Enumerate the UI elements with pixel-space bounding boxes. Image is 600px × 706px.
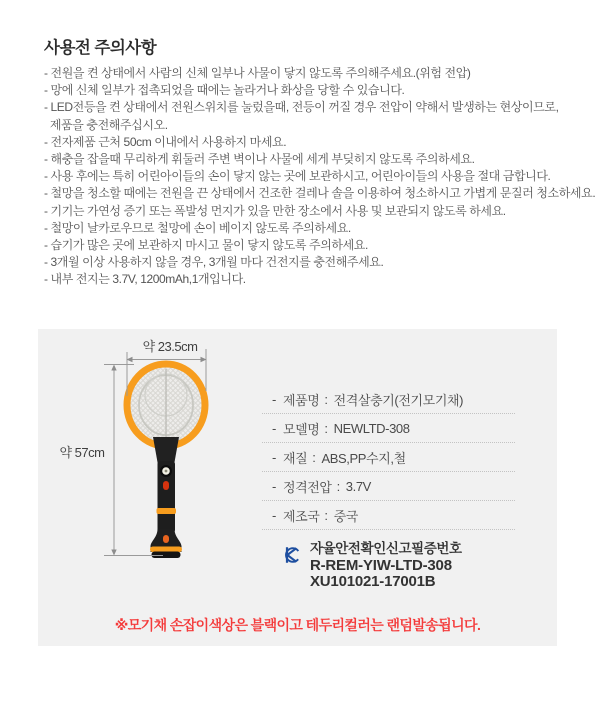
- spec-colon: :: [312, 449, 316, 465]
- precaution-item: - 사용 후에는 특히 어린아이들의 손이 닿지 않는 곳에 보관하시고, 어린아이들의 사용을 절대 금합니다.: [44, 169, 551, 184]
- precaution-item: - 철망을 청소할 때에는 전원을 끈 상태에서 건조한 걸레나 솔을 이용하여 청소하시고 가볍게 문질러 청소하세요.: [44, 186, 596, 201]
- precaution-item: - 전자제품 근처 50cm 이내에서 사용하지 마세요.: [44, 134, 287, 149]
- precaution-item: 제품을 충전해주십시오.: [44, 117, 168, 132]
- spec-bullet: -: [272, 449, 276, 465]
- spec-value: 3.7V: [345, 478, 371, 494]
- kc-title: 자율안전확인신고필증번호: [310, 541, 462, 556]
- spec-label: 제조국: [282, 508, 320, 524]
- precaution-item: - 전원을 켠 상태에서 사람의 신체 일부나 사물이 닿지 않도록 주의해주세요.(위험 전압): [44, 66, 471, 80]
- spec-bullet: -: [272, 391, 276, 407]
- precaution-item: - 해충을 잡을때 무리하게 휘둘러 주변 벽이나 사물에 세게 부딪히지 않도록 주의하세요.: [44, 152, 475, 167]
- product-figure: [58, 333, 268, 565]
- spec-label: 모델명: [282, 421, 320, 437]
- spec-bullet: -: [272, 420, 276, 436]
- base-orange-ring: [150, 547, 182, 553]
- kc-text-block: [310, 541, 462, 591]
- precautions-title: 사용전 주의사항: [44, 39, 157, 57]
- spec-row: [262, 443, 515, 472]
- precaution-item: - 철망이 날카로우므로 철망에 손이 베이지 않도록 주의하세요.: [44, 220, 351, 235]
- power-button: [163, 481, 169, 490]
- spec-row: [262, 414, 515, 443]
- precaution-item: - 습기가 많은 곳에 보관하지 마시고 물이 닿지 않도록 주의하세요.: [44, 238, 368, 253]
- spec-list: [262, 385, 515, 530]
- precaution-item: - LED전등을 켠 상태에서 전원스위치를 눌렀을때, 전등이 꺼질 경우 전압이 약해서 발생하는 현상이므로,: [44, 100, 559, 115]
- base-cap: [152, 552, 181, 559]
- spec-colon: :: [324, 507, 328, 523]
- shipping-notice: ※모기채 손잡이색상은 블랙이고 테두리컬러는 랜덤발송됩니다.: [114, 617, 481, 633]
- precaution-item: - 내부 전지는 3.7V, 1200mAh,1개입니다.: [44, 272, 246, 287]
- spec-bullet: -: [272, 507, 276, 523]
- kc-certification-icon: [284, 544, 301, 566]
- precautions-section: [44, 34, 595, 289]
- precautions-list: [44, 65, 595, 289]
- spec-bullet: -: [272, 478, 276, 494]
- spec-colon: :: [336, 478, 340, 494]
- spec-value: 전격살충기(전기모기채): [333, 392, 464, 408]
- mosquito-swatter-illustration: [127, 364, 205, 558]
- slide-switch: [163, 535, 169, 543]
- racket-neck: [153, 437, 179, 465]
- spec-row: [262, 385, 515, 414]
- product-panel: [38, 329, 557, 646]
- kc-report-number: R-REM-YIW-LTD-308: [310, 556, 452, 574]
- spec-label: 정격전압: [282, 479, 332, 495]
- height-arrowhead-top: [111, 365, 116, 371]
- kc-cert-code: XU101021-17001B: [310, 573, 436, 590]
- precaution-item: - 기기는 가연성 증기 또는 폭발성 먼지가 있을 만한 장소에서 사용 및 보관되지 않도록 하세요.: [44, 203, 506, 218]
- spec-colon: :: [324, 420, 328, 436]
- spec-value: NEWLTD-308: [333, 420, 410, 436]
- precaution-item: - 망에 신체 일부가 접촉되었을 때에는 놀라거나 화상을 당할 수 있습니다.: [44, 83, 405, 98]
- spec-colon: :: [324, 391, 328, 407]
- spec-value: ABS,PP수지,철: [321, 450, 406, 466]
- precaution-item: - 3개월 이상 사용하지 않을 경우, 3개월 마다 건전지를 충전해주세요.: [44, 255, 384, 270]
- width-dimension-label: 약 23.5cm: [142, 339, 198, 354]
- handle-orange-band: [157, 508, 177, 514]
- height-dimension-label: 약 57cm: [59, 445, 105, 460]
- height-arrowhead-bottom: [111, 550, 116, 556]
- kc-certification: [284, 541, 462, 591]
- spec-row: [262, 501, 515, 530]
- spec-row: [262, 472, 515, 501]
- spec-label: 제품명: [282, 392, 320, 408]
- spec-value: 중국: [333, 508, 358, 524]
- spec-label: 재질: [282, 450, 308, 466]
